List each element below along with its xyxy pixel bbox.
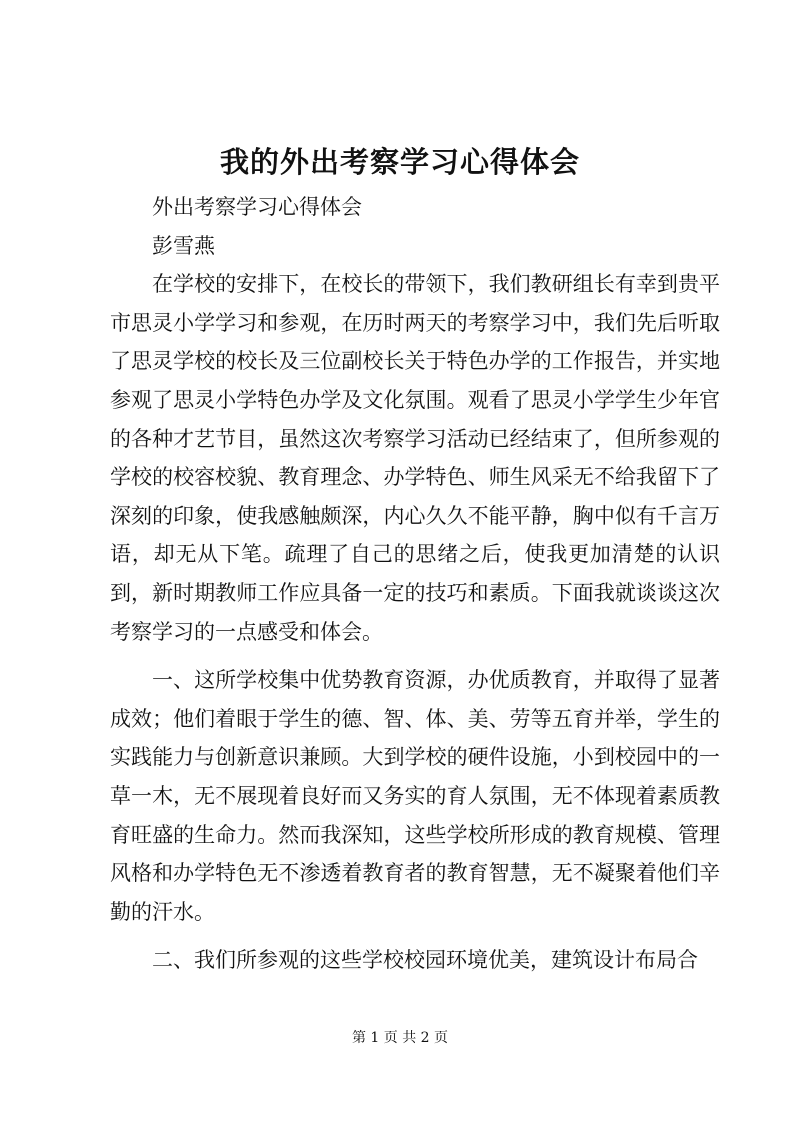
document-title: 我的外出考察学习心得体会 <box>219 145 580 179</box>
paragraph-section-two: 二、我们所参观的这些学校校园环境优美，建筑设计布局合 <box>152 948 698 973</box>
author-line: 彭雪燕 <box>152 233 215 258</box>
subtitle-line: 外出考察学习心得体会 <box>152 195 362 219</box>
paragraph-intro: 在学校的安排下，在校长的带领下，我们教研组长有幸到贵平市思灵小学学习和参观，在历时两天的考察学习中，我们先后听取了思灵学校的校长及三位副校长关于特色办学的工作报告，并实地参观了思灵小学特色办学及文化氛围。观看了思灵小学学生少年官的各种才艺节目，虽然这次考察学习活动已经结束了，但所参观的学校的校容校貌、教育理念、办学特色、师生风采无不给我留下了深刻的印象，使我感触颇深，内心久久不能平静，胸中似有千言万语，却无从下笔。疏理了自己的思绪之后，使我更加清楚的认识到，新时期教师工作应具备一定的技巧和素质。下面我就谈谈这次考察学习的一点感受和体会。 <box>110 272 720 644</box>
page-footer: 第 1 页 共 2 页 <box>351 1030 449 1046</box>
paragraph-section-one: 一、这所学校集中优势教育资源，办优质教育，并取得了显著成效；他们着眼于学生的德、智、体、美、劳等五育并举，学生的实践能力与创新意识兼顾。大到学校的硬件设施，小到校园中的一草一木，无不展现着良好而又务实的育人氛围，无不体现着素质教育旺盛的生命力。然而我深知，这些学校所形成的教育规模、管理风格和办学特色无不渗透着教育者的教育智慧，无不凝聚着他们辛勤的汗水。 <box>110 668 720 924</box>
document-body <box>110 188 720 980</box>
